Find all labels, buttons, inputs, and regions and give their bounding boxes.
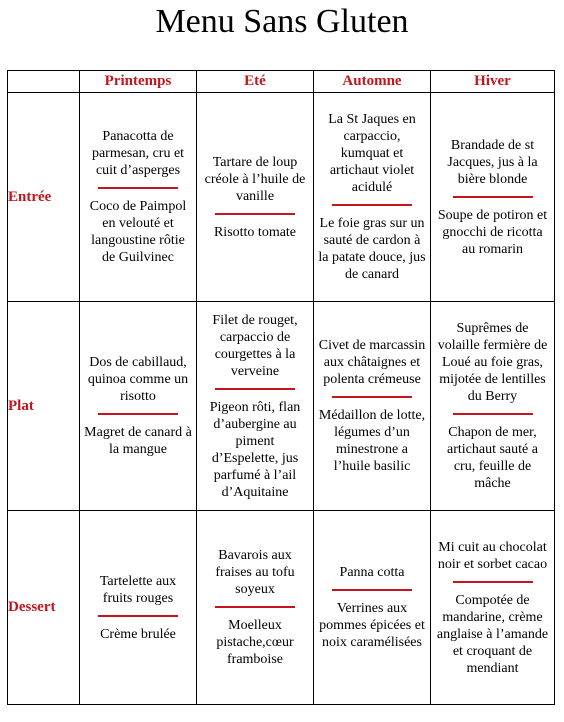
menu-cell [431,93,555,302]
red-separator [332,204,412,206]
red-separator [215,388,295,390]
season-header-hiver: Hiver [431,71,555,93]
dish-option-1: Tartare de loup créole à l’huile de vanille [204,154,306,204]
dish-option-2: Soupe de potiron et gnocchi de ricotta au romarin [437,207,548,257]
dish-option-2: Compotée de mandarine, crème anglaise à l’amande et croquant de mendiant [436,592,549,676]
menu-table [7,70,555,705]
menu-cell [80,511,197,705]
corner-cell [8,71,80,93]
menu-cell [197,511,314,705]
dish-option-1: Suprêmes de volaille fermière de Loué au foie gras, mijotée de lentilles du Berry [437,321,548,404]
course-label-dessert: Dessert [8,511,80,705]
course-label-plat: Plat [8,302,80,511]
red-separator [215,213,295,215]
red-separator [98,615,178,617]
dish-option-2: Le foie gras sur un sauté de cardon à la patate douce, jus de canard [318,216,426,282]
dish-option-1: Tartelette aux fruits rouges [99,573,177,606]
menu-cell [314,302,431,511]
dish-option-1: Dos de cabillaud, quinoa comme un risotto [87,355,189,404]
course-row-plat [8,302,555,511]
menu-cell [431,302,555,511]
dish-option-2: Verrines aux pommes épicées et noix caramélisées [319,601,425,650]
course-label-entree: Entrée [8,93,80,302]
dish-option-2: Crème brulée [100,626,176,642]
red-separator [98,413,178,415]
red-separator [215,606,295,608]
red-separator [453,581,533,583]
dish-option-1: Brandade de st Jacques, jus à la bière blonde [447,137,538,187]
dish-option-2: Pigeon rôti, flan d’aubergine au piment d’Espelette, jus parfumé à l’ail d’Aquitaine [209,399,301,500]
dish-option-2: Moelleux pistache,cœur framboise [216,618,294,667]
menu-cell [314,93,431,302]
menu-title: Menu Sans Gluten [155,3,409,40]
menu-cell [197,302,314,511]
dish-option-1: Civet de marcassin aux châtaignes et polenta crémeuse [318,338,426,387]
menu-cell [197,93,314,302]
dish-option-1: Panna cotta [339,565,405,580]
red-separator [332,589,412,591]
dish-option-1: Panacotta de parmesan, cru et cuit d’asperges [91,129,185,178]
season-header-row [8,71,555,93]
menu-cell [431,511,555,705]
season-header-ete: Eté [197,71,314,93]
dish-option-1: La St Jaques en carpaccio, kumquat et artichaut violet acidulé [328,112,416,195]
dish-option-2: Risotto tomate [213,224,297,240]
course-row-dessert [8,511,555,705]
season-header-automne: Automne [314,71,431,93]
course-row-entree [8,93,555,302]
red-separator [98,187,178,189]
dish-option-2: Chapon de mer, artichaut sauté a cru, feuille de mâche [447,425,538,491]
dish-option-2: Médaillon de lotte, légumes d’un minestrone a l’huile basilic [318,408,426,474]
dish-option-1: Mi cuit au chocolat noir et sorbet cacao [437,539,548,572]
menu-cell [314,511,431,705]
dish-option-2: Magret de canard à la mangue [84,425,192,457]
menu-cell [80,93,197,302]
season-header-printemps: Printemps [80,71,197,93]
red-separator [332,396,412,398]
dish-option-1: Bavarois aux fraises au tofu soyeux [215,548,295,597]
dish-option-2: Coco de Paimpol en velouté et langoustine rôtie de Guilvinec [89,199,187,265]
red-separator [453,413,533,415]
menu-cell [80,302,197,511]
dish-option-1: Filet de rouget, carpaccio de courgettes à la verveine [212,312,298,379]
red-separator [453,196,533,198]
